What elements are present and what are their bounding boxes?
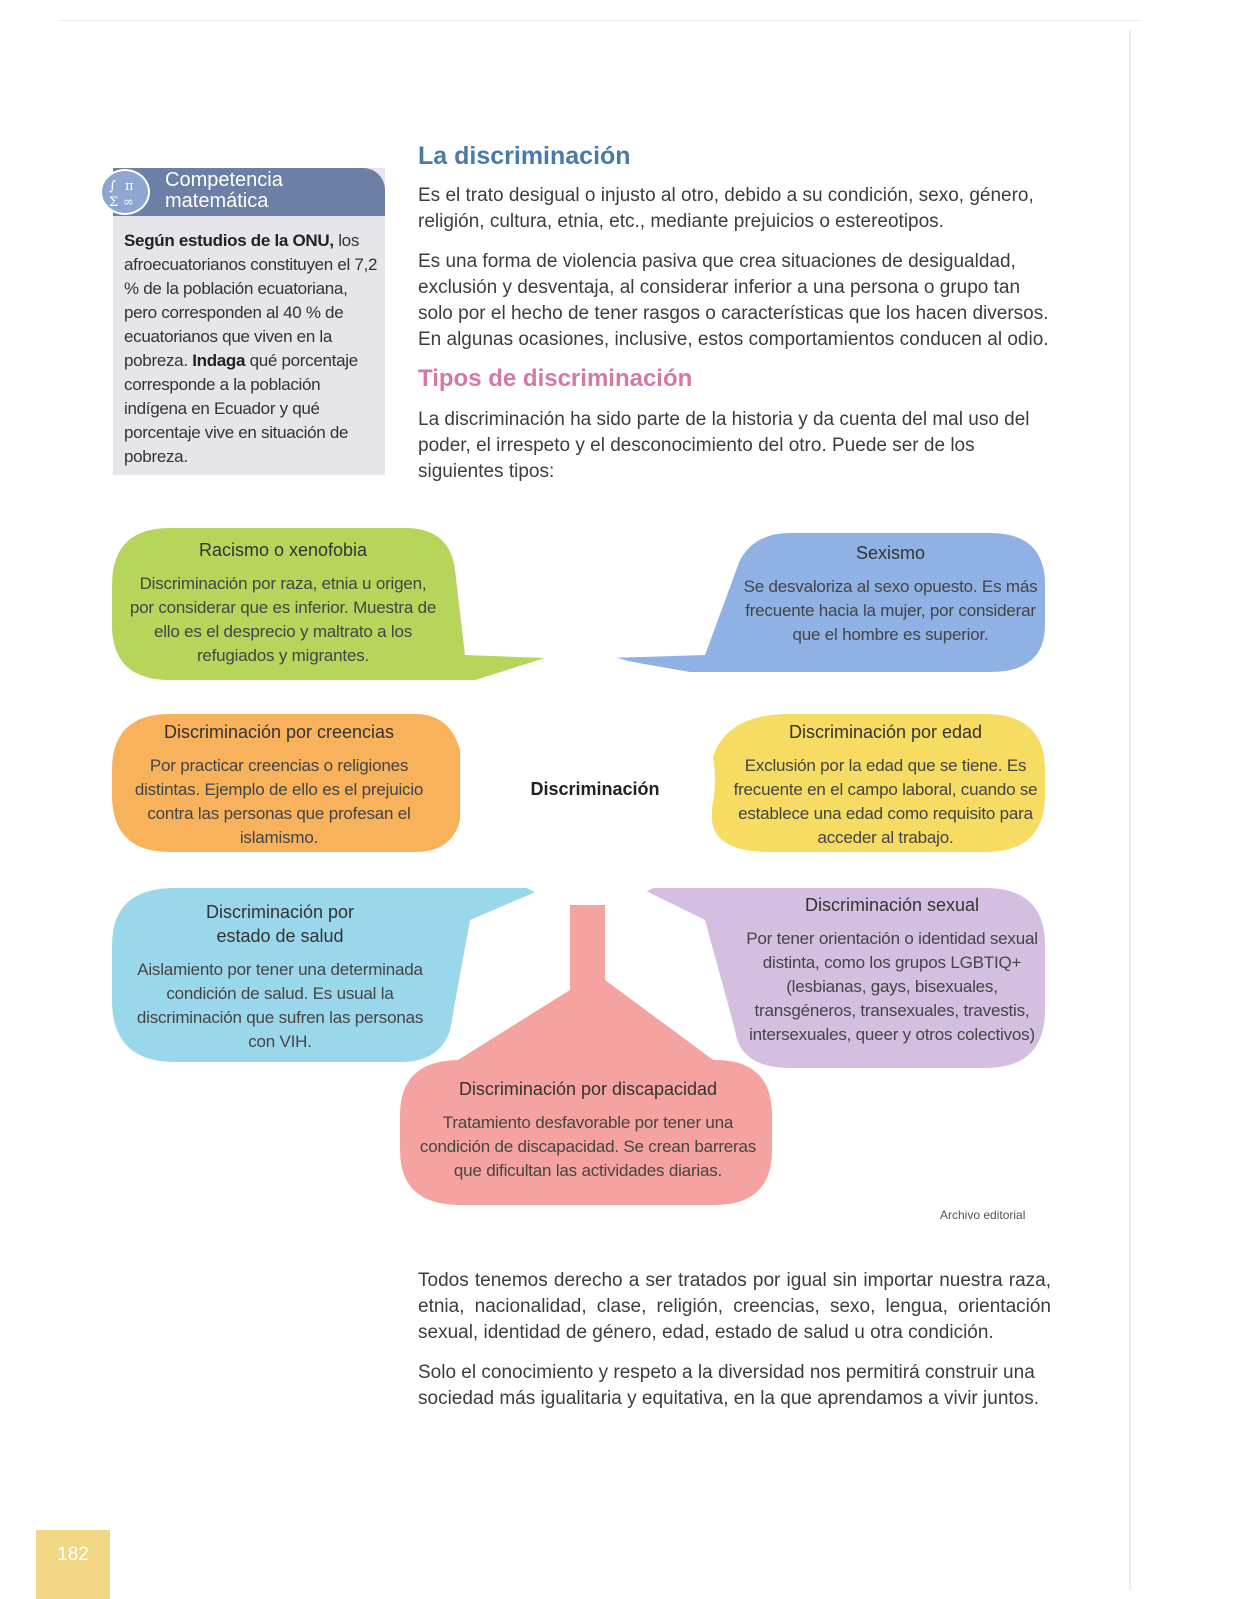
discapacidad-text xyxy=(408,1077,768,1183)
racismo-text xyxy=(128,538,438,668)
paragraph-rights: Todos tenemos derecho a ser tratados por igual sin importar nuestra raza, etnia, nacionalidad, clase, religión, creencias, sexo, lengua, orientación sexual, identidad de género, edad, estado de salud u otra condición. xyxy=(418,1270,1051,1343)
sexual-title: Discriminación sexual xyxy=(804,895,980,915)
discapacidad-title: Discriminación por discapacidad xyxy=(458,1079,718,1099)
racismo-body: Discriminación por raza, etnia u origen, por considerar que es inferior. Muestra de ello es el desprecio y maltrato a los refugiados y migrantes. xyxy=(129,574,437,665)
edad-text xyxy=(728,720,1043,850)
svg-text:∫: ∫ xyxy=(109,179,116,194)
page-number: 182 xyxy=(57,1544,89,1565)
sexual-body: Por tener orientación o identidad sexual distinta, como los grupos LGBTIQ+ (lesbianas, gays, bisexuales, transgéneros, transexuales, travestis, intersexuales, queer y otros colectivos) xyxy=(746,929,1038,1044)
paragraph-violence: Es una forma de violencia pasiva que crea situaciones de desigualdad, exclusión y desventaja, al considerar inferior a una persona o grupo tan solo por el hecho de tener rasgos o características que los hacen diversos. En algunas ocasiones, inclusive, estos comportamientos conducen al odio. xyxy=(418,251,1049,350)
paragraph-diversity: Solo el conocimiento y respeto a la diversidad nos permitirá construir una sociedad más igualitaria y equitativa, en la que aprendamos a vivir juntos. xyxy=(418,1362,1040,1409)
sexismo-text xyxy=(738,541,1043,647)
sexismo-title: Sexismo xyxy=(855,543,926,563)
sidebar-title-line1: Competencia xyxy=(165,169,283,191)
salud-text xyxy=(125,900,435,1054)
salud-title: Discriminación por estado de salud xyxy=(205,902,355,946)
paragraph-definition: Es el trato desigual o injusto al otro, debido a su condición, sexo, género, religión, cultura, etnia, etc., mediante prejuicios o estereotipos. xyxy=(418,185,1034,232)
page-title: La discriminación xyxy=(418,142,631,170)
creencias-title: Discriminación por creencias xyxy=(163,722,395,742)
sidebar-bold-2: Indaga xyxy=(192,351,246,370)
svg-text:π: π xyxy=(125,179,134,194)
image-credit: Archivo editorial xyxy=(940,1208,1026,1222)
sidebar-text-1: los afroecuatorianos constituyen el 7,2 % de la población ecuatoriana, pero corresponden al 40 % de ecuatorianos que viven en la pobreza. xyxy=(124,231,378,370)
bubble-discapacidad-stem xyxy=(450,905,720,1065)
sexismo-body: Se desvaloriza al sexo opuesto. Es más frecuente hacia la mujer, por considerar que el hombre es superior. xyxy=(743,577,1038,644)
creencias-body: Por practicar creencias o religiones distintas. Ejemplo de ello es el prejuicio contra las personas que profesan el islamismo. xyxy=(134,756,424,847)
svg-text:∞: ∞ xyxy=(123,195,134,210)
sexual-text xyxy=(742,893,1042,1047)
sidebar-bold-1: Según estudios de la ONU, xyxy=(124,231,334,250)
section-subtitle: Tipos de discriminación xyxy=(418,365,693,392)
edad-title: Discriminación por edad xyxy=(788,722,983,742)
diagram-center-label: Discriminación xyxy=(530,779,660,799)
sidebar-title-line2: matemática xyxy=(165,190,269,212)
racismo-title: Racismo o xenofobia xyxy=(198,540,368,560)
salud-body: Aislamiento por tener una determinada condición de salud. Es usual la discriminación que sufren las personas con VIH. xyxy=(136,960,424,1051)
sidebar-text-2: qué porcentaje corresponde a la población indígena en Ecuador y qué porcentaje vive en situación de pobreza. xyxy=(124,351,358,466)
creencias-text xyxy=(120,720,438,850)
edad-body: Exclusión por la edad que se tiene. Es frecuente en el campo laboral, cuando se establece una edad como requisito para acceder al trabajo. xyxy=(733,756,1038,847)
discapacidad-body: Tratamiento desfavorable por tener una condición de discapacidad. Se crean barreras que dificultan las actividades diarias. xyxy=(419,1113,757,1180)
paragraph-types-intro: La discriminación ha sido parte de la historia y da cuenta del mal uso del poder, el irrespeto y el desconocimiento del otro. Puede ser de los siguientes tipos: xyxy=(418,409,1030,482)
svg-text:Σ: Σ xyxy=(109,195,119,210)
